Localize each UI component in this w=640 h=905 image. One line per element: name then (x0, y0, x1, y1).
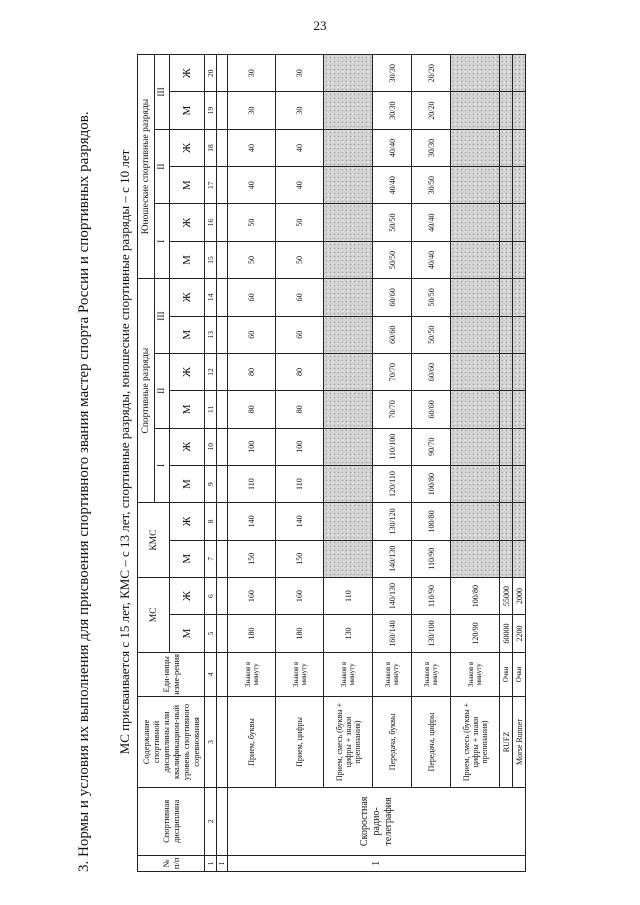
separator-cell (217, 55, 228, 92)
not-applicable-cell (513, 353, 526, 390)
table-row (276, 55, 324, 872)
header-number: № п/п (138, 855, 205, 871)
norm-value-cell: 130/120 (373, 503, 412, 540)
norm-value-cell: 140/130 (373, 577, 412, 614)
norm-value-cell: 100/80 (412, 503, 451, 540)
discipline-content: Передача, буквы (373, 696, 412, 787)
table-row (513, 55, 526, 872)
separator-cell (217, 279, 228, 316)
norm-value-cell: 40 (228, 167, 276, 204)
separator-cell (217, 316, 228, 353)
norm-value-cell: 160 (228, 577, 276, 614)
norm-value-cell: 140 (228, 503, 276, 540)
separator-cell (217, 540, 228, 577)
column-index-cell: 2 (205, 788, 217, 856)
not-applicable-cell (500, 92, 513, 129)
norm-value-cell: 60000 (500, 615, 513, 652)
table-row (228, 55, 276, 872)
header-women: Ж (170, 204, 205, 241)
not-applicable-cell (500, 129, 513, 166)
norm-value-cell: 110/100 (373, 428, 412, 465)
norm-value-cell: 30 (276, 92, 324, 129)
not-applicable-cell (500, 167, 513, 204)
not-applicable-cell (500, 316, 513, 353)
discipline-content: Прием, цифры (276, 696, 324, 787)
unit-cell: Очки (513, 652, 526, 696)
norm-value-cell: 160 (276, 577, 324, 614)
column-index-cell: 16 (205, 204, 217, 241)
norm-value-cell: 30/30 (412, 129, 451, 166)
separator-cell (217, 652, 228, 696)
header-men: М (170, 540, 205, 577)
group-number: 1 (228, 855, 526, 871)
norm-value-cell: 80 (228, 391, 276, 428)
not-applicable-cell (500, 55, 513, 92)
not-applicable-cell (500, 391, 513, 428)
norm-value-cell: 60/60 (412, 353, 451, 390)
norm-value-cell: 60/60 (373, 316, 412, 353)
column-index-cell: 13 (205, 316, 217, 353)
rotated-page-content (75, 32, 565, 872)
column-index-cell: 1 (205, 855, 217, 871)
table-row (324, 55, 373, 872)
not-applicable-cell (451, 428, 500, 465)
separator-cell (217, 391, 228, 428)
norm-value-cell: 50/50 (373, 204, 412, 241)
not-applicable-cell (451, 391, 500, 428)
table-row (451, 55, 500, 872)
column-index-cell: 19 (205, 92, 217, 129)
header-women: Ж (170, 503, 205, 540)
norm-value-cell: 50/50 (373, 241, 412, 278)
norm-value-cell: 60/60 (373, 279, 412, 316)
header-men: М (170, 316, 205, 353)
header-youth-rank-2: II (155, 129, 170, 204)
not-applicable-cell (513, 316, 526, 353)
norm-value-cell: 2200 (513, 615, 526, 652)
column-index-cell: 18 (205, 129, 217, 166)
not-applicable-cell (451, 465, 500, 502)
not-applicable-cell (500, 465, 513, 502)
separator-cell (217, 204, 228, 241)
column-index-cell: 10 (205, 428, 217, 465)
discipline-content: Прием, буквы (228, 696, 276, 787)
not-applicable-cell (451, 92, 500, 129)
header-men: М (170, 167, 205, 204)
norm-value-cell: 40/40 (373, 129, 412, 166)
norm-value-cell: 140/130 (373, 540, 412, 577)
not-applicable-cell (451, 540, 500, 577)
separator-cell (217, 167, 228, 204)
norm-value-cell: 50/50 (412, 279, 451, 316)
unit-cell: Очки (500, 652, 513, 696)
norm-value-cell: 80 (276, 391, 324, 428)
norm-value-cell: 100/80 (451, 577, 500, 614)
separator-cell (217, 428, 228, 465)
header-women: Ж (170, 428, 205, 465)
unit-cell: Знаков в минуту (412, 652, 451, 696)
norm-value-cell: 60 (228, 279, 276, 316)
not-applicable-cell (451, 503, 500, 540)
header-youth-rank-1: I (155, 204, 170, 279)
separator-cell (217, 788, 228, 856)
unit-cell: Знаков в минуту (373, 652, 412, 696)
norm-value-cell: 30/30 (373, 55, 412, 92)
norm-value-cell: 100 (276, 428, 324, 465)
norm-value-cell: 90/70 (412, 428, 451, 465)
separator-cell (217, 696, 228, 787)
norm-value-cell: 150 (228, 540, 276, 577)
separator-cell (217, 353, 228, 390)
not-applicable-cell (324, 503, 373, 540)
header-men: М (170, 465, 205, 502)
discipline-content: Передача, цифры (412, 696, 451, 787)
discipline-content: Morse Runner (513, 696, 526, 787)
norm-value-cell: 40 (276, 167, 324, 204)
header-unit: Еди-ницы изме-рения (138, 652, 205, 696)
norm-value-cell: 60 (276, 316, 324, 353)
not-applicable-cell (500, 241, 513, 278)
not-applicable-cell (500, 428, 513, 465)
header-kms: КМС (138, 503, 170, 578)
norm-value-cell: 2000 (513, 577, 526, 614)
norm-value-cell: 30 (228, 92, 276, 129)
separator-cell (217, 129, 228, 166)
norm-value-cell: 100 (228, 428, 276, 465)
table-row (412, 55, 451, 872)
not-applicable-cell (324, 279, 373, 316)
separator-cell (217, 241, 228, 278)
separator-cell: 1 (217, 855, 228, 871)
header-sport-rank-3: III (155, 279, 170, 354)
norm-value-cell: 30 (276, 55, 324, 92)
not-applicable-cell (324, 391, 373, 428)
not-applicable-cell (324, 428, 373, 465)
norm-value-cell: 100/80 (412, 465, 451, 502)
column-index-cell: 4 (205, 652, 217, 696)
column-index-cell: 6 (205, 577, 217, 614)
not-applicable-cell (513, 129, 526, 166)
not-applicable-cell (324, 465, 373, 502)
column-index-cell: 17 (205, 167, 217, 204)
not-applicable-cell (513, 503, 526, 540)
header-women: Ж (170, 279, 205, 316)
column-index-cell: 11 (205, 391, 217, 428)
norm-value-cell: 55000 (500, 577, 513, 614)
header-men: М (170, 92, 205, 129)
norm-value-cell: 80 (228, 353, 276, 390)
header-men: М (170, 391, 205, 428)
not-applicable-cell (451, 55, 500, 92)
norm-value-cell: 110 (228, 465, 276, 502)
norm-value-cell: 60 (228, 316, 276, 353)
norm-value-cell: 130 (324, 615, 373, 652)
column-index-cell: 14 (205, 279, 217, 316)
page-number: 23 (313, 18, 327, 33)
norm-value-cell: 110 (324, 577, 373, 614)
header-youth-ranks: Юношеские спортивные разряды (138, 55, 155, 279)
not-applicable-cell (513, 241, 526, 278)
not-applicable-cell (513, 55, 526, 92)
separator-cell (217, 577, 228, 614)
norm-value-cell: 40/40 (373, 167, 412, 204)
not-applicable-cell (324, 55, 373, 92)
norm-value-cell: 40/40 (412, 204, 451, 241)
norm-value-cell: 70/70 (373, 353, 412, 390)
header-discipline: Спортивная дисциплина (138, 788, 205, 856)
norm-value-cell: 180 (228, 615, 276, 652)
norm-value-cell: 40/40 (412, 241, 451, 278)
not-applicable-cell (500, 540, 513, 577)
norm-value-cell: 120/110 (373, 465, 412, 502)
norm-value-cell: 120/90 (451, 615, 500, 652)
header-ms: МС (138, 577, 170, 652)
not-applicable-cell (513, 391, 526, 428)
separator-cell (217, 92, 228, 129)
norm-value-cell: 160/140 (373, 615, 412, 652)
not-applicable-cell (324, 92, 373, 129)
not-applicable-cell (324, 316, 373, 353)
not-applicable-cell (451, 167, 500, 204)
header-women: Ж (170, 129, 205, 166)
norm-value-cell: 50 (228, 204, 276, 241)
header-youth-rank-3: III (155, 55, 170, 130)
not-applicable-cell (451, 316, 500, 353)
norm-value-cell: 150 (276, 540, 324, 577)
norm-value-cell: 180 (276, 615, 324, 652)
separator-cell (217, 465, 228, 502)
not-applicable-cell (513, 428, 526, 465)
header-men: М (170, 241, 205, 278)
column-index-cell: 9 (205, 465, 217, 502)
not-applicable-cell (451, 129, 500, 166)
not-applicable-cell (513, 465, 526, 502)
not-applicable-cell (451, 353, 500, 390)
norm-value-cell: 70/70 (373, 391, 412, 428)
norm-value-cell: 30/30 (373, 92, 412, 129)
unit-cell: Знаков в минуту (276, 652, 324, 696)
not-applicable-cell (513, 204, 526, 241)
header-sport-ranks: Спортивные разряды (138, 279, 155, 503)
discipline-content: RUFZ (500, 696, 513, 787)
column-index-cell: 8 (205, 503, 217, 540)
not-applicable-cell (451, 241, 500, 278)
header-sport-rank-2: II (155, 353, 170, 428)
not-applicable-cell (513, 279, 526, 316)
table-row (500, 55, 513, 872)
not-applicable-cell (513, 92, 526, 129)
not-applicable-cell (451, 279, 500, 316)
column-index-cell: 7 (205, 540, 217, 577)
separator-cell (217, 615, 228, 652)
unit-cell: Знаков в минуту (324, 652, 373, 696)
column-index-cell: 3 (205, 696, 217, 787)
norm-value-cell: 20/20 (412, 92, 451, 129)
header-women: Ж (170, 353, 205, 390)
section-heading: 3. Нормы и условия их выполнения для присвоения спортивного звания мастер спорта России и спортивных разрядов. (76, 111, 92, 872)
header-men: М (170, 615, 205, 652)
header-women: Ж (170, 577, 205, 614)
norm-value-cell: 50 (276, 241, 324, 278)
column-index-cell: 20 (205, 55, 217, 92)
age-requirements-subheading: МС присваивается с 15 лет, КМС – с 13 лет, спортивные разряды, юношеские спортивные разряды – с 10 лет (117, 149, 132, 755)
not-applicable-cell (451, 204, 500, 241)
header-sport-rank-1: I (155, 428, 170, 503)
norm-value-cell: 20/20 (412, 55, 451, 92)
not-applicable-cell (324, 353, 373, 390)
norm-value-cell: 110 (276, 465, 324, 502)
norm-value-cell: 130/100 (412, 615, 451, 652)
discipline-content: Прием, смесь (буквы + цифры + знаки препинания) (324, 696, 373, 787)
norm-value-cell: 60/60 (412, 391, 451, 428)
not-applicable-cell (500, 279, 513, 316)
norm-value-cell: 50/50 (412, 316, 451, 353)
separator-cell (217, 503, 228, 540)
norm-value-cell: 110/90 (412, 540, 451, 577)
norm-value-cell: 40 (276, 129, 324, 166)
norm-value-cell: 50 (228, 241, 276, 278)
column-index-cell: 15 (205, 241, 217, 278)
table-row (373, 55, 412, 872)
not-applicable-cell (500, 353, 513, 390)
not-applicable-cell (513, 540, 526, 577)
norm-value-cell: 110/90 (412, 577, 451, 614)
not-applicable-cell (513, 167, 526, 204)
not-applicable-cell (500, 204, 513, 241)
header-content: Содержание спортивной дисциплины или квалификацион-ный уровень спортивного соревнования (138, 696, 205, 787)
norms-table (137, 54, 526, 872)
norm-value-cell: 30/50 (412, 167, 451, 204)
norm-value-cell: 50 (276, 204, 324, 241)
discipline-name: Скоростная радио-телеграфия (228, 788, 526, 856)
not-applicable-cell (324, 540, 373, 577)
column-index-cell: 5 (205, 615, 217, 652)
norm-value-cell: 40 (228, 129, 276, 166)
norm-value-cell: 80 (276, 353, 324, 390)
column-index-cell: 12 (205, 353, 217, 390)
not-applicable-cell (324, 204, 373, 241)
unit-cell: Знаков в минуту (451, 652, 500, 696)
discipline-content: Прием, смесь (буквы + цифры + знаки препинания) (451, 696, 500, 787)
header-women: Ж (170, 55, 205, 92)
norm-value-cell: 60 (276, 279, 324, 316)
not-applicable-cell (324, 241, 373, 278)
not-applicable-cell (500, 503, 513, 540)
not-applicable-cell (324, 167, 373, 204)
norm-value-cell: 140 (276, 503, 324, 540)
unit-cell: Знаков в минуту (228, 652, 276, 696)
norm-value-cell: 30 (228, 55, 276, 92)
not-applicable-cell (324, 129, 373, 166)
